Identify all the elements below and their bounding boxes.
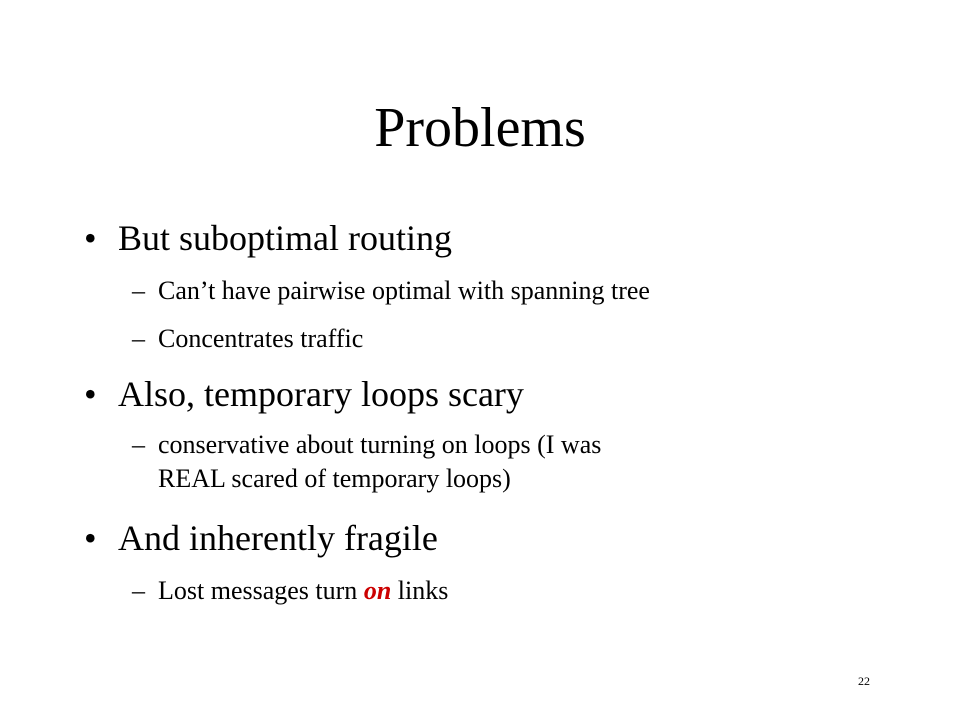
sub-item-pairwise-optimal: [132, 274, 650, 308]
bullet-glyph: •: [84, 218, 97, 258]
sub-item-text-after: links: [391, 576, 449, 605]
sub-item-text: Can’t have pairwise optimal with spanning tree: [158, 276, 650, 305]
dash-glyph: –: [132, 324, 145, 353]
bullet-text: Also, temporary loops scary: [118, 374, 524, 414]
sub-item-conservative-loops: [132, 428, 601, 496]
bullet-text: And inherently fragile: [118, 518, 438, 558]
bullet-temporary-loops: [84, 372, 524, 416]
sub-item-text-line2: REAL scared of temporary loops): [158, 464, 511, 493]
dash-glyph: –: [132, 430, 145, 459]
sub-item-text-before: Lost messages turn: [158, 576, 364, 605]
page-number: 22: [858, 674, 870, 688]
emphasis-on: on: [363, 576, 392, 605]
slide-title: Problems: [374, 97, 586, 159]
bullet-inherently-fragile: [84, 516, 438, 560]
sub-item-text: Concentrates traffic: [158, 324, 364, 353]
sub-item-text-line1: conservative about turning on loops (I was: [158, 430, 602, 459]
bullet-text: But suboptimal routing: [118, 218, 453, 258]
dash-glyph: –: [132, 576, 145, 605]
bullet-glyph: •: [84, 518, 97, 558]
dash-glyph: –: [132, 276, 145, 305]
bullet-glyph: •: [84, 374, 97, 414]
sub-item-lost-messages: [132, 574, 448, 608]
sub-item-concentrates-traffic: [132, 322, 363, 356]
bullet-suboptimal-routing: [84, 216, 452, 260]
